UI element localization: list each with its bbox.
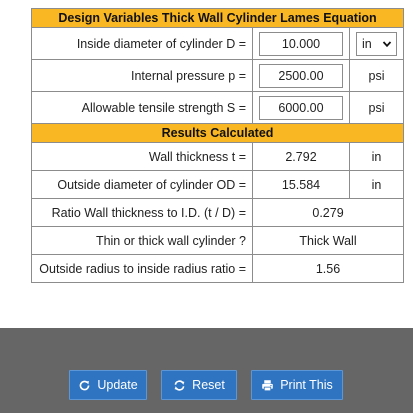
strength-unit: psi <box>350 92 404 124</box>
outside-diameter-value: 15.584 <box>253 171 350 199</box>
outside-diameter-label: Outside diameter of cylinder OD = <box>32 171 253 199</box>
wall-thickness-label: Wall thickness t = <box>32 143 253 171</box>
diameter-unit-select[interactable] <box>356 32 397 56</box>
radius-ratio-value: 1.56 <box>253 255 404 283</box>
internal-pressure-input[interactable]: 2500.00 <box>259 64 343 88</box>
reset-button[interactable] <box>161 370 237 400</box>
wall-type-value: Thick Wall <box>253 227 404 255</box>
thickness-ratio-row <box>32 199 404 227</box>
results-title: Results Calculated <box>32 124 404 143</box>
internal-pressure-label: Internal pressure p = <box>32 60 253 92</box>
wall-thickness-value: 2.792 <box>253 143 350 171</box>
allowable-strength-input[interactable]: 6000.00 <box>259 96 343 120</box>
sync-icon <box>173 379 186 392</box>
inside-diameter-label: Inside diameter of cylinder D = <box>32 28 253 60</box>
design-variables-header-row <box>32 9 404 28</box>
allowable-strength-row <box>32 92 404 124</box>
wall-thickness-row <box>32 143 404 171</box>
allowable-strength-label: Allowable tensile strength S = <box>32 92 253 124</box>
chevron-down-icon <box>382 39 392 49</box>
internal-pressure-cell <box>253 60 350 92</box>
print-button-label: Print This <box>280 378 333 392</box>
outside-diameter-unit: in <box>350 171 404 199</box>
thickness-ratio-label: Ratio Wall thickness to I.D. (t / D) = <box>32 199 253 227</box>
radius-ratio-row <box>32 255 404 283</box>
print-button[interactable] <box>251 370 343 400</box>
wall-type-row <box>32 227 404 255</box>
diameter-unit-cell <box>350 28 404 60</box>
calculator-table <box>31 8 404 283</box>
allowable-strength-cell <box>253 92 350 124</box>
diameter-unit-value: in <box>362 36 372 51</box>
radius-ratio-label: Outside radius to inside radius ratio = <box>32 255 253 283</box>
thickness-ratio-value: 0.279 <box>253 199 404 227</box>
wall-thickness-unit: in <box>350 143 404 171</box>
results-header-row <box>32 124 404 143</box>
pressure-unit: psi <box>350 60 404 92</box>
printer-icon <box>261 379 274 392</box>
inside-diameter-cell <box>253 28 350 60</box>
inside-diameter-row <box>32 28 404 60</box>
update-button[interactable] <box>69 370 147 400</box>
design-variables-title: Design Variables Thick Wall Cylinder Lames Equation <box>32 9 404 28</box>
reset-button-label: Reset <box>192 378 225 392</box>
internal-pressure-row <box>32 60 404 92</box>
wall-type-label: Thin or thick wall cylinder ? <box>32 227 253 255</box>
inside-diameter-input[interactable]: 10.000 <box>259 32 343 56</box>
outside-diameter-row <box>32 171 404 199</box>
update-button-label: Update <box>97 378 138 392</box>
refresh-icon <box>78 379 91 392</box>
button-bar <box>0 328 413 413</box>
